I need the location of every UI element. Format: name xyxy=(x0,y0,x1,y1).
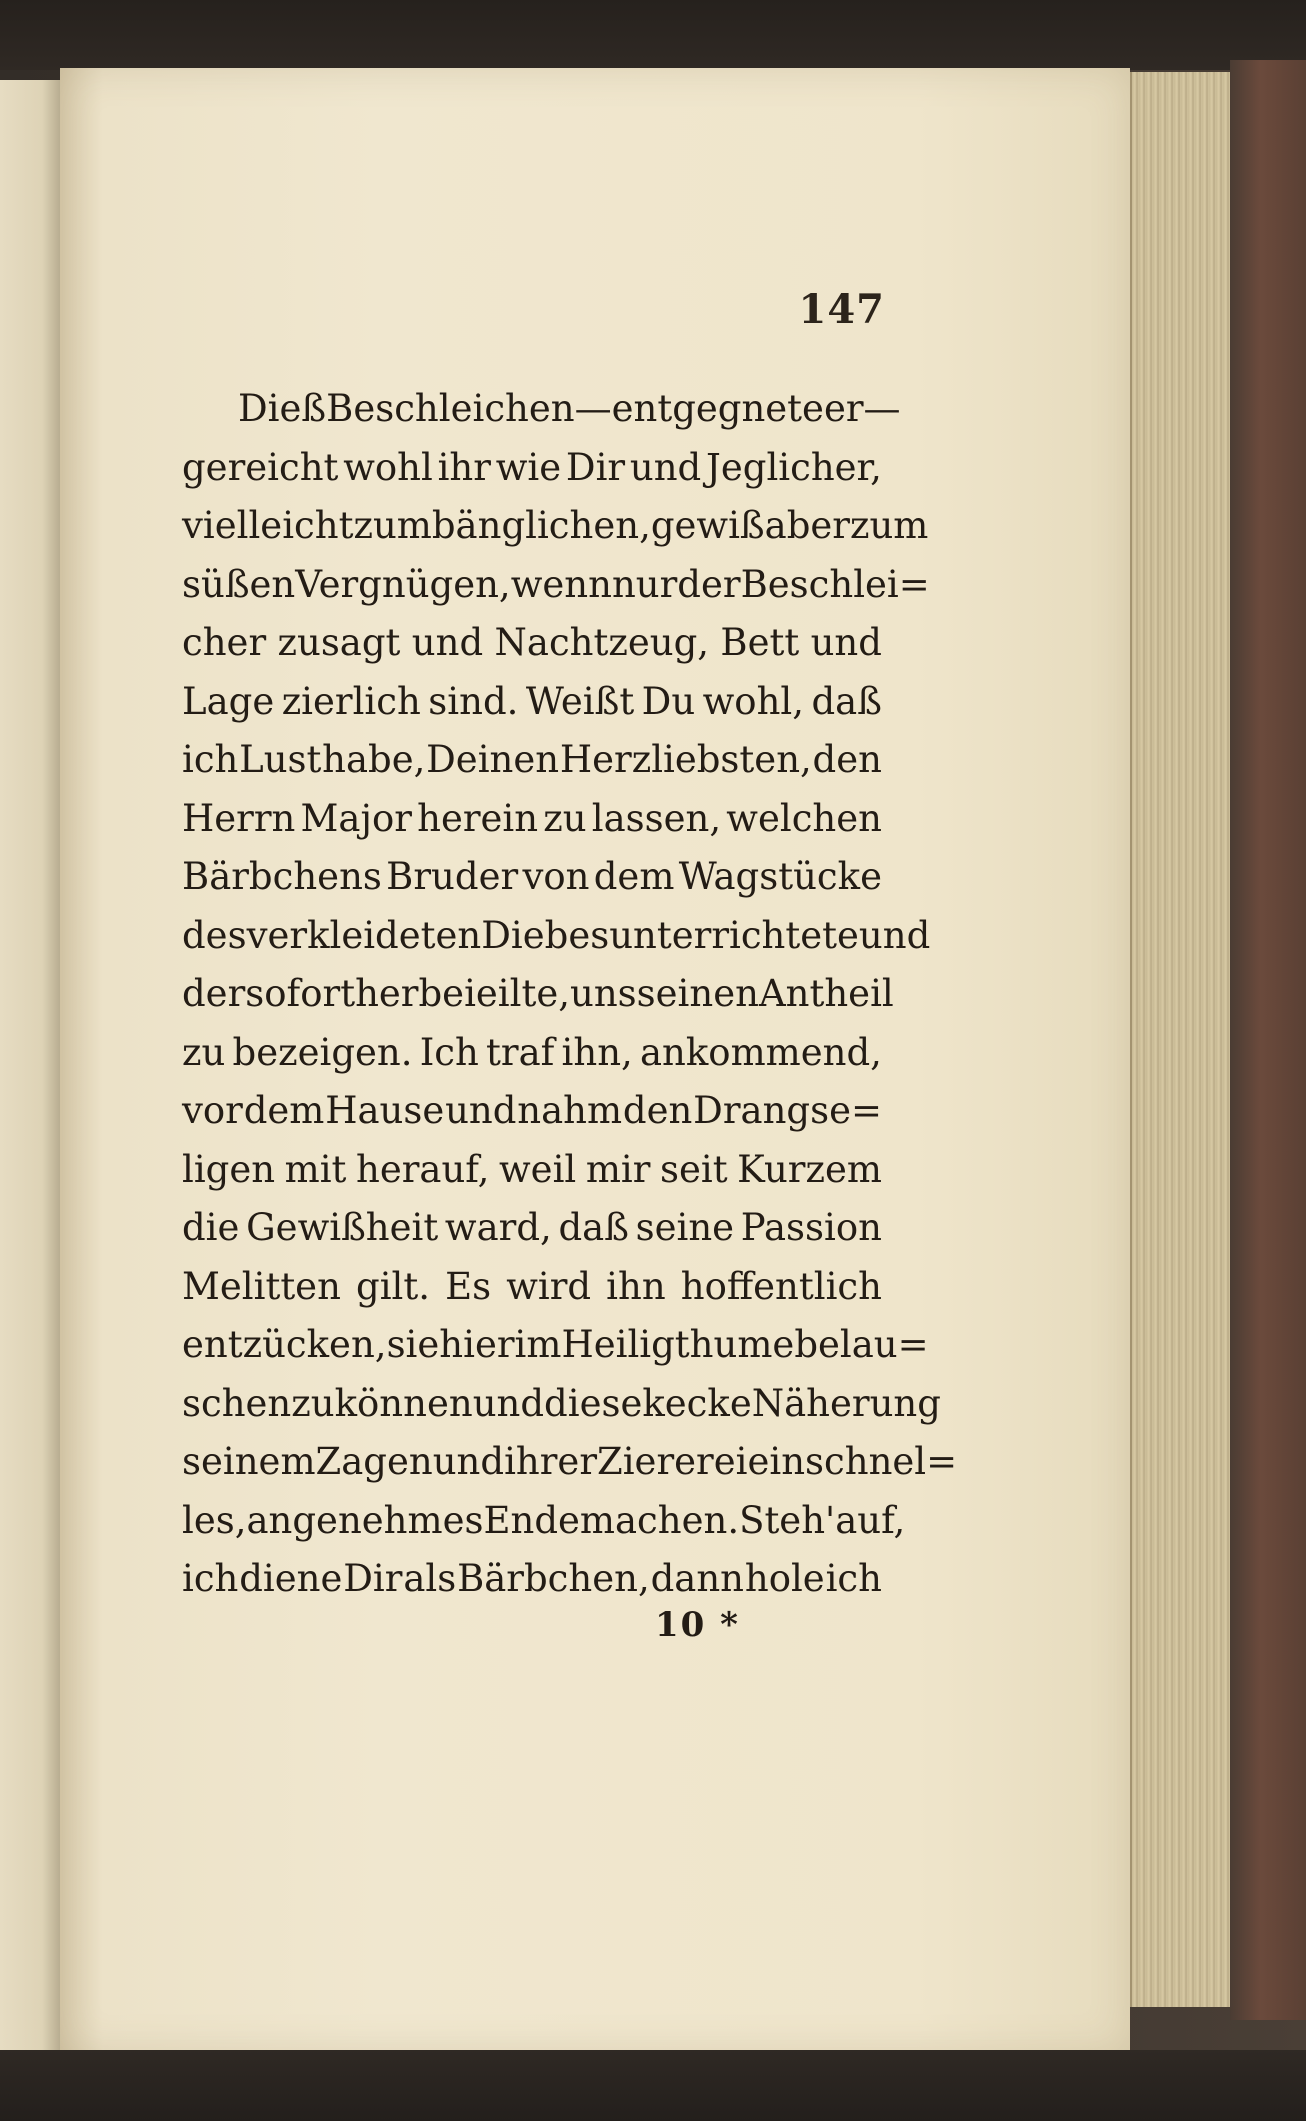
word: Bärbchen, xyxy=(457,1557,650,1600)
cover-right-edge xyxy=(1230,60,1306,2020)
word: herein xyxy=(417,796,539,840)
word: sie xyxy=(386,1323,440,1366)
word: ankommend, xyxy=(640,1030,882,1074)
word: nur xyxy=(611,562,678,606)
word: Drangse= xyxy=(693,1089,882,1132)
word: Bett xyxy=(720,621,800,664)
cover-top-edge xyxy=(0,0,1306,70)
word: entgegnete xyxy=(611,387,824,430)
word: und xyxy=(629,445,702,489)
page-stack-edges xyxy=(1130,72,1232,2007)
word: der xyxy=(182,972,246,1015)
word: dem xyxy=(593,855,675,898)
word: Dir xyxy=(343,1557,403,1600)
word: aber xyxy=(764,504,850,547)
word: belau= xyxy=(794,1323,929,1366)
word: verkleideten xyxy=(246,913,482,957)
text-line xyxy=(182,497,929,556)
word: cher xyxy=(182,621,267,664)
text-line xyxy=(182,1316,929,1375)
word: schen xyxy=(182,1381,292,1425)
word: seine xyxy=(635,1206,735,1249)
word: bänglichen, xyxy=(431,504,651,547)
word: ein xyxy=(747,1440,806,1483)
word: ihn, xyxy=(561,1030,633,1074)
word: Steh' xyxy=(739,1498,836,1542)
text-line xyxy=(182,1024,882,1083)
word: ihr xyxy=(437,445,491,489)
text-line xyxy=(182,1433,958,1492)
word: Zagen xyxy=(315,1440,433,1483)
word: Heiligthume xyxy=(561,1323,795,1366)
signature-mark: 10 * xyxy=(655,1605,740,1645)
word: les, xyxy=(182,1498,247,1542)
page-number: 147 xyxy=(798,286,885,333)
word: Lage xyxy=(182,679,275,723)
word: dann xyxy=(650,1557,744,1600)
word: unterrichtete xyxy=(609,913,859,957)
word: gilt. xyxy=(356,1264,430,1308)
word: Bruder xyxy=(386,855,519,898)
word: sofort xyxy=(245,972,356,1015)
word: wie xyxy=(495,445,562,489)
word: Hause xyxy=(325,1089,445,1132)
word: hier xyxy=(439,1323,515,1366)
word: gereicht xyxy=(182,445,339,489)
text-line xyxy=(182,1258,882,1317)
word: wird xyxy=(506,1264,592,1308)
word: ich xyxy=(825,1557,882,1600)
word: Ziererei xyxy=(597,1440,748,1483)
word: Weißt xyxy=(525,679,635,723)
word: und xyxy=(445,1089,517,1132)
text-line xyxy=(182,965,894,1024)
word: seit xyxy=(659,1147,728,1191)
word: nahm xyxy=(517,1089,623,1132)
text-line xyxy=(182,556,930,615)
word: traf xyxy=(486,1030,555,1074)
word: wohl, xyxy=(702,679,805,723)
text-line xyxy=(182,1550,882,1609)
word: herbeieilte, xyxy=(355,972,570,1015)
left-page-edge xyxy=(0,80,63,2065)
text-line xyxy=(182,1375,941,1434)
word: zierlich xyxy=(281,679,421,723)
word: und xyxy=(411,621,484,664)
word: süßen xyxy=(182,562,296,606)
word: ihrer xyxy=(504,1440,598,1483)
word: mit xyxy=(284,1147,347,1191)
word: Major xyxy=(300,796,412,840)
word: Ende xyxy=(483,1498,580,1542)
word: ich xyxy=(182,1557,239,1600)
word: und xyxy=(432,1440,505,1483)
word: Bärbchens xyxy=(182,855,382,898)
word: — xyxy=(574,387,612,430)
word: daß xyxy=(811,679,882,723)
text-line xyxy=(182,790,882,849)
word: Herzliebsten, xyxy=(559,738,812,781)
word: können xyxy=(334,1381,473,1425)
text-line xyxy=(182,1082,882,1141)
word: hole xyxy=(744,1557,825,1600)
word: ligen xyxy=(182,1147,276,1191)
word: ward, xyxy=(444,1206,552,1249)
text-line xyxy=(182,380,901,439)
text-line xyxy=(182,848,882,907)
word: wenn xyxy=(510,562,612,606)
word: Herrn xyxy=(182,796,296,840)
word: herauf, xyxy=(356,1147,490,1191)
word: und xyxy=(810,621,882,664)
word: zu xyxy=(182,1030,226,1074)
word: uns xyxy=(570,972,637,1015)
text-line xyxy=(182,673,882,732)
word: seinen xyxy=(636,972,759,1015)
word: Näherung xyxy=(751,1381,941,1425)
word: zusagt xyxy=(277,621,401,664)
word: lassen, xyxy=(591,796,722,840)
word: Dir xyxy=(565,445,626,489)
word: entzücken, xyxy=(182,1323,387,1366)
word: ihn xyxy=(606,1264,666,1308)
word: Antheil xyxy=(758,972,894,1015)
cover-bottom-edge xyxy=(0,2050,1306,2121)
word: diene xyxy=(239,1557,343,1600)
word: und xyxy=(858,913,931,957)
text-line xyxy=(182,731,882,790)
word: Vergnügen, xyxy=(295,562,511,606)
word: zum xyxy=(849,504,929,547)
word: Deinen xyxy=(426,738,560,781)
word: habe, xyxy=(322,738,426,781)
word: der xyxy=(677,562,741,606)
word: angenehmes xyxy=(246,1498,484,1542)
text-line xyxy=(182,907,931,966)
word: zu xyxy=(543,796,587,840)
word: gewiß xyxy=(650,504,765,547)
word: Gewißheit xyxy=(246,1206,439,1249)
word: Wagstücke xyxy=(678,855,882,898)
word: Jeglicher, xyxy=(706,445,882,489)
word: ich xyxy=(182,738,239,781)
text-line xyxy=(182,439,882,498)
word: Nachtzeug, xyxy=(494,621,710,664)
word: Es xyxy=(445,1264,492,1308)
word: Kurzem xyxy=(737,1147,882,1191)
word: welchen xyxy=(726,796,882,840)
word: diese xyxy=(544,1381,643,1425)
word: wohl xyxy=(343,445,433,489)
word: auf, xyxy=(835,1498,906,1542)
word: weil xyxy=(499,1147,577,1191)
word: machen. xyxy=(579,1498,740,1542)
text-line xyxy=(182,1141,882,1200)
word: vor xyxy=(182,1089,243,1132)
word: vielleicht xyxy=(182,504,354,547)
text-line xyxy=(182,614,882,673)
word: Beschleichen xyxy=(326,387,575,430)
word: Melitten xyxy=(182,1264,341,1308)
word: sind. xyxy=(428,679,519,723)
word: Lust xyxy=(239,738,322,781)
word: dem xyxy=(243,1089,325,1132)
word: bezeigen. xyxy=(232,1030,413,1074)
text-line xyxy=(182,1492,906,1551)
word: Ich xyxy=(419,1030,479,1074)
word: von xyxy=(522,855,590,898)
word: den xyxy=(622,1089,693,1132)
body-text xyxy=(182,380,958,1609)
word: schnel= xyxy=(805,1440,958,1483)
word: mir xyxy=(585,1147,651,1191)
word: die xyxy=(182,1206,240,1249)
word: hoffentlich xyxy=(680,1264,882,1308)
text-line xyxy=(182,1199,882,1258)
word: Du xyxy=(641,679,696,723)
word: den xyxy=(812,738,882,781)
word: Diebes xyxy=(481,913,610,957)
word: daß xyxy=(558,1206,629,1249)
word: zu xyxy=(291,1381,335,1425)
word: kecke xyxy=(642,1381,752,1425)
word: — xyxy=(863,387,901,430)
word: und xyxy=(472,1381,545,1425)
word: Dieß xyxy=(238,387,327,430)
word: als xyxy=(403,1557,457,1600)
word: des xyxy=(182,913,247,957)
word: Beschlei= xyxy=(740,562,930,606)
word: er xyxy=(823,387,864,430)
word: im xyxy=(514,1323,562,1366)
word: Passion xyxy=(740,1206,882,1249)
word: zum xyxy=(353,504,432,547)
word: seinem xyxy=(182,1440,316,1483)
